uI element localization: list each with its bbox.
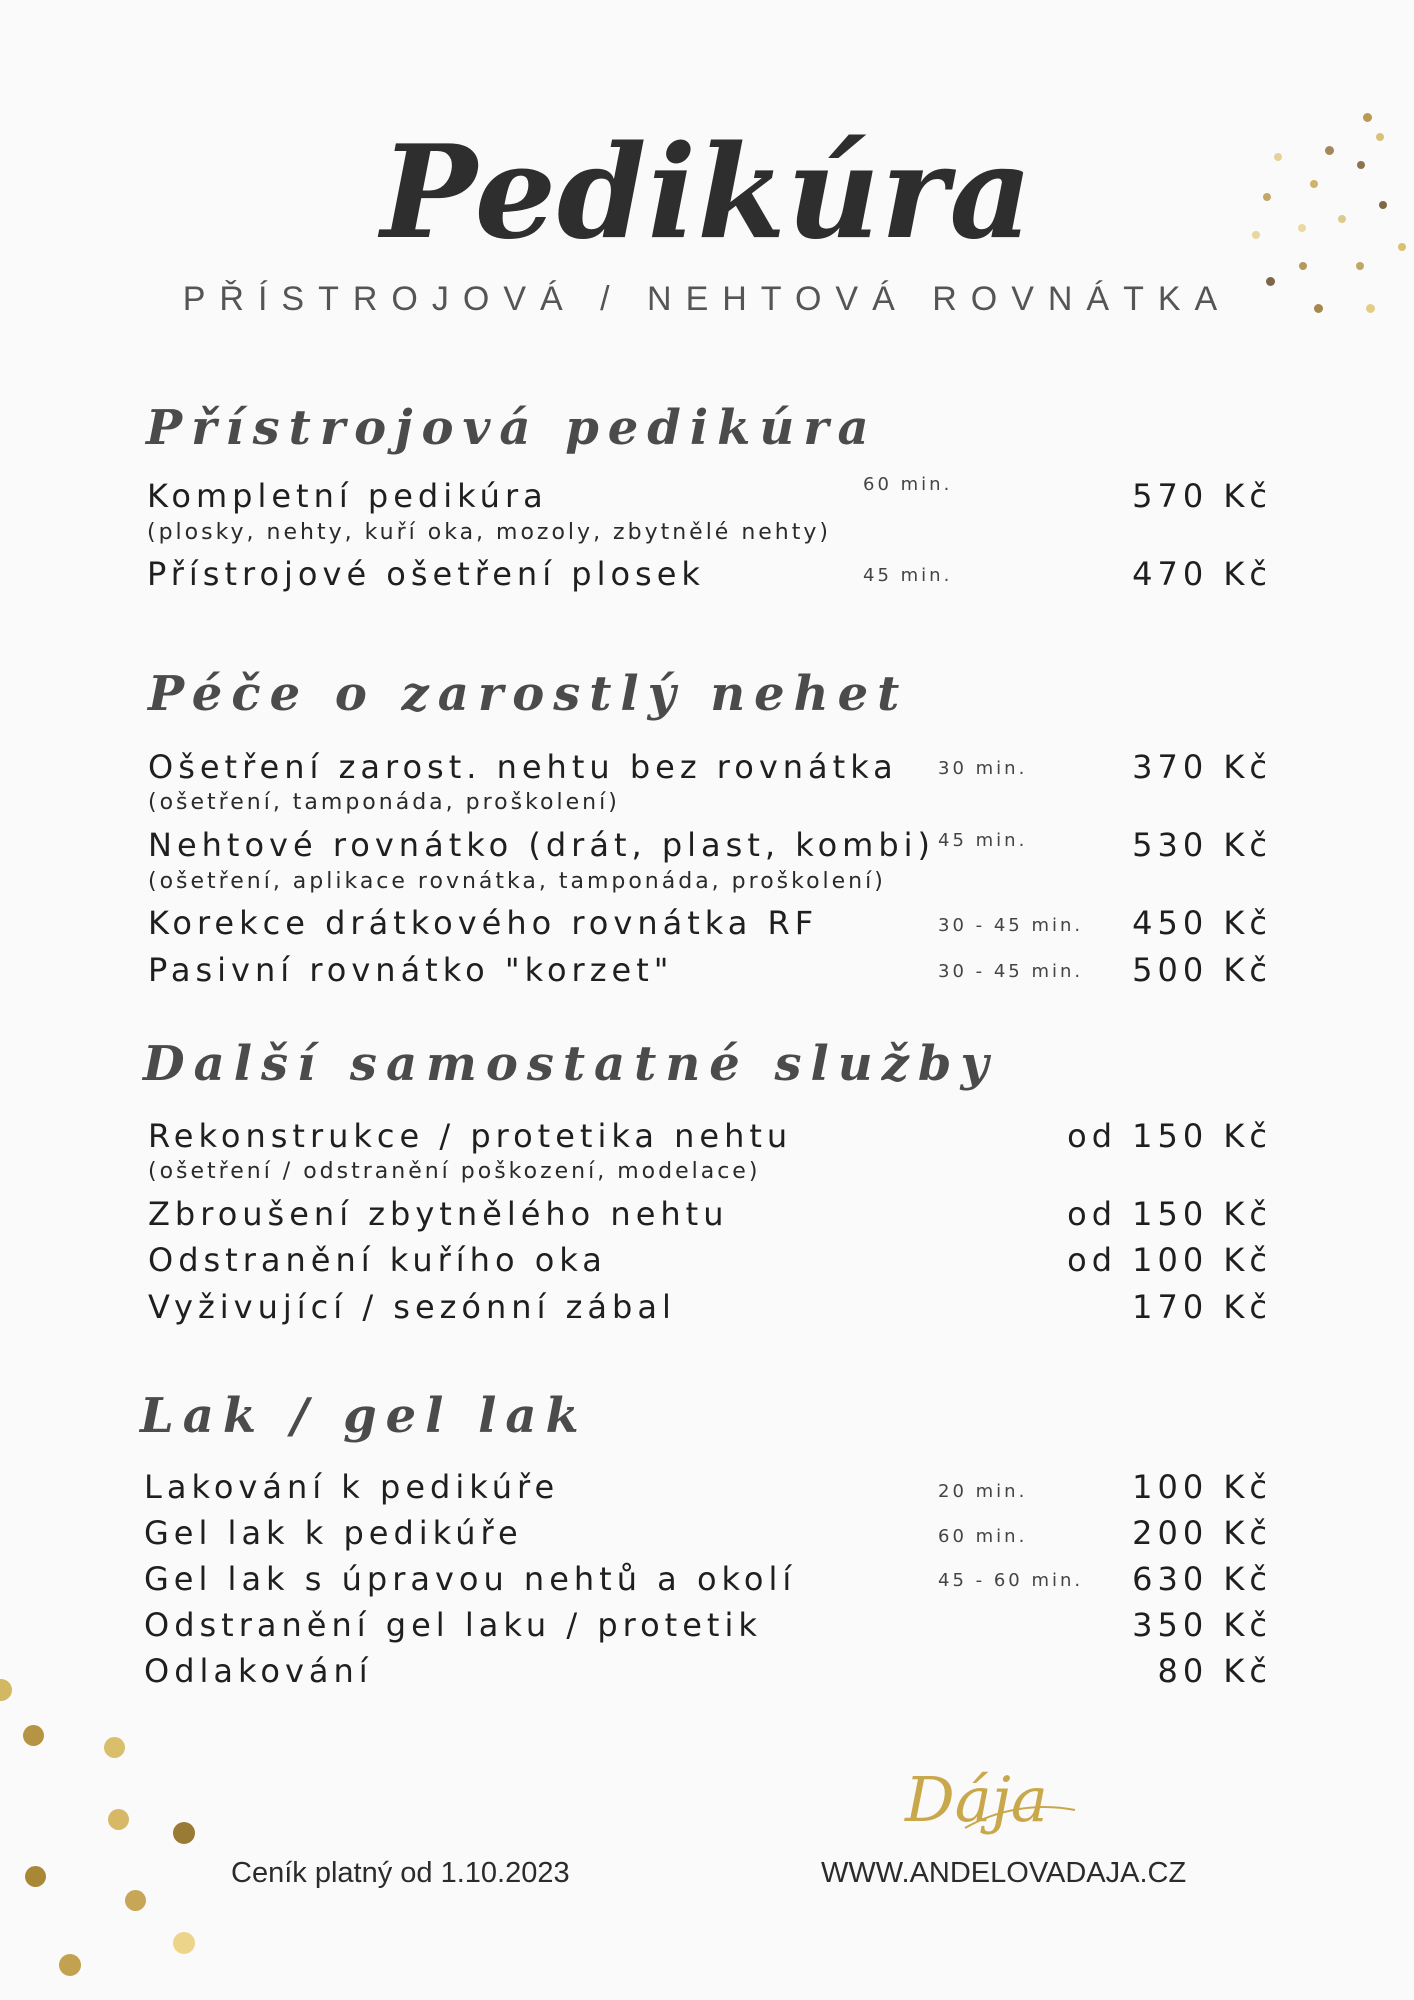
- service-name: Korekce drátkového rovnátka RF: [148, 904, 819, 942]
- section-title: Lak / gel lak: [140, 1388, 588, 1444]
- website-link[interactable]: WWW.ANDELOVADAJA.CZ: [821, 1857, 1187, 1889]
- service-note: (ošetření, tamponáda, proškolení): [148, 790, 620, 815]
- service-price: 350 Kč: [1132, 1606, 1272, 1644]
- service-duration: 45 - 60 min.: [938, 1570, 1084, 1591]
- service-price: 530 Kč: [1132, 826, 1272, 864]
- service-duration: 45 min.: [863, 565, 953, 586]
- section-title: Přístrojová pedikúra: [146, 400, 878, 456]
- page-subtitle: PŘÍSTROJOVÁ / NEHTOVÁ ROVNÁTKA: [182, 280, 1232, 318]
- service-name: Gel lak s úpravou nehtů a okolí: [144, 1560, 797, 1598]
- service-name: Přístrojové ošetření plosek: [147, 555, 705, 593]
- service-note: (ošetření, aplikace rovnátka, tamponáda, proškolení): [148, 869, 886, 894]
- price-list-validity: Ceník platný od 1.10.2023: [231, 1857, 570, 1889]
- service-duration: 20 min.: [938, 1481, 1028, 1502]
- service-name: Odstranění kuřího oka: [148, 1241, 607, 1279]
- service-note: (ošetření / odstranění poškození, modelace): [148, 1159, 761, 1184]
- service-name: Ošetření zarost. nehtu bez rovnátka: [148, 748, 898, 786]
- page-title: Pedikúra: [380, 118, 1034, 268]
- service-name: Gel lak k pedikúře: [144, 1514, 523, 1552]
- service-price: od 150 Kč: [1067, 1195, 1272, 1233]
- service-name: Vyživující / sezónní zábal: [148, 1288, 676, 1326]
- service-duration: 30 - 45 min.: [938, 915, 1084, 936]
- service-duration: 30 - 45 min.: [938, 961, 1084, 982]
- service-name: Zbroušení zbytnělého nehtu: [148, 1195, 729, 1233]
- service-price: od 100 Kč: [1067, 1241, 1272, 1279]
- service-duration: 45 min.: [938, 830, 1028, 851]
- service-name: Odlakování: [144, 1652, 373, 1690]
- section-title: Péče o zarostlý nehet: [148, 666, 909, 722]
- service-price: od 150 Kč: [1067, 1117, 1272, 1155]
- service-price: 100 Kč: [1132, 1468, 1272, 1506]
- service-duration: 30 min.: [938, 758, 1028, 779]
- service-duration: 60 min.: [863, 474, 953, 495]
- service-name: Kompletní pedikúra: [147, 477, 548, 515]
- service-name: Rekonstrukce / protetika nehtu: [148, 1117, 793, 1155]
- service-name: Lakování k pedikúře: [144, 1468, 560, 1506]
- service-price: 370 Kč: [1132, 748, 1272, 786]
- service-price: 500 Kč: [1132, 951, 1272, 989]
- service-price: 570 Kč: [1132, 477, 1272, 515]
- service-price: 470 Kč: [1132, 555, 1272, 593]
- service-name: Pasivní rovnátko "korzet": [148, 951, 674, 989]
- service-duration: 60 min.: [938, 1526, 1028, 1547]
- service-price: 630 Kč: [1132, 1560, 1272, 1598]
- service-price: 200 Kč: [1132, 1514, 1272, 1552]
- service-price: 80 Kč: [1157, 1652, 1272, 1690]
- signature-flourish: [960, 1798, 1080, 1838]
- section-title: Další samostatné služby: [143, 1036, 998, 1092]
- service-note: (plosky, nehty, kuří oka, mozoly, zbytnělé nehty): [147, 520, 831, 545]
- signature-logo: Dája: [905, 1763, 1048, 1836]
- service-price: 450 Kč: [1132, 904, 1272, 942]
- service-name: Nehtové rovnátko (drát, plast, kombi): [148, 826, 936, 864]
- service-price: 170 Kč: [1132, 1288, 1272, 1326]
- service-name: Odstranění gel laku / protetik: [144, 1606, 762, 1644]
